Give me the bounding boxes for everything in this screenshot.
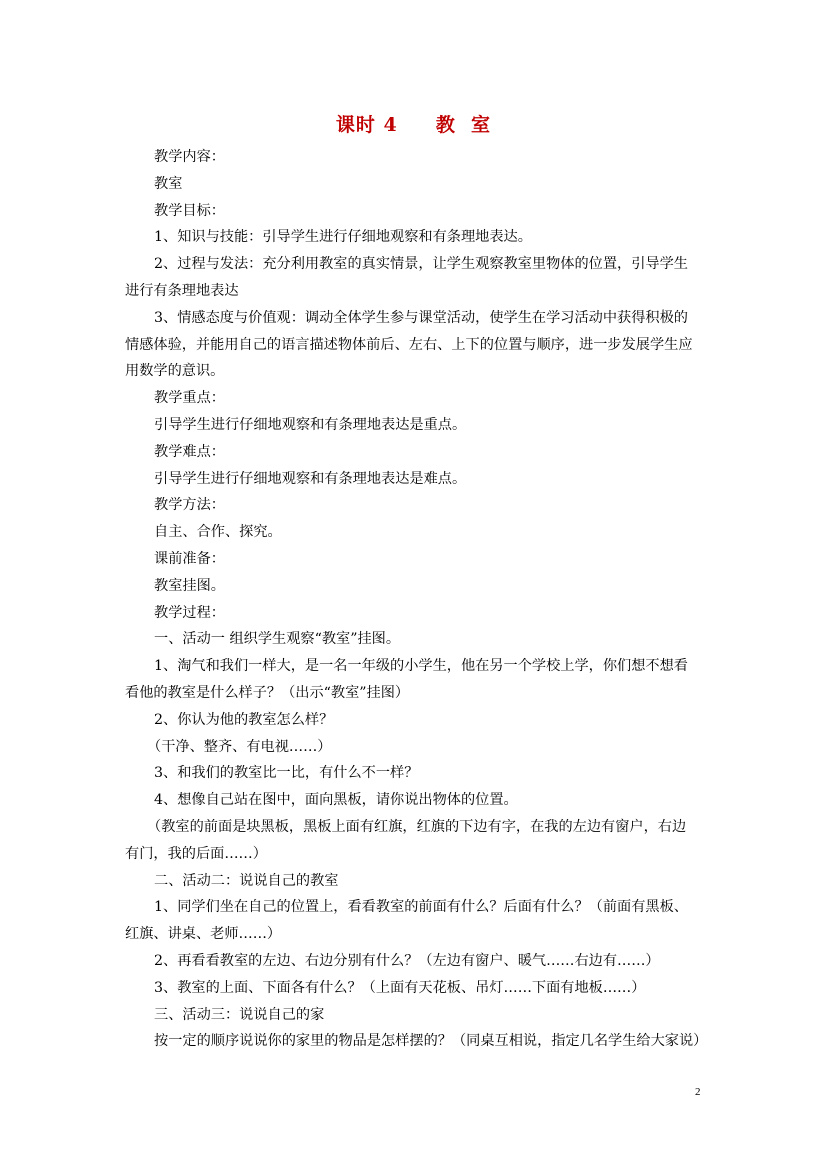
text-line: 2、你认为他的教室怎么样？ <box>154 711 334 728</box>
text-line: （干净、整齐、有电视……） <box>147 738 332 755</box>
text-line: 进行有条理地表达 <box>125 282 239 299</box>
text-line: 自主、合作、探究。 <box>154 524 282 541</box>
text-line: 一、活动一 组织学生观察“教室”挂图。 <box>154 631 401 648</box>
text-line: 3、情感态度与价值观：调动全体学生参与课堂活动，使学生在学习活动中获得积极的 <box>154 309 688 326</box>
text-line: 三、活动三：说说自己的家 <box>154 1006 325 1023</box>
text-line: 教学过程： <box>154 604 225 621</box>
text-line: 2、再看看教室的左边、右边分别有什么？（左边有窗户、暖气……右边有……） <box>154 952 660 969</box>
text-line: 1、同学们坐在自己的位置上，看看教室的前面有什么？后面有什么？（前面有黑板、 <box>154 899 688 916</box>
text-line: 3、和我们的教室比一比，有什么不一样？ <box>154 765 419 782</box>
text-line: 课前准备： <box>154 550 225 567</box>
text-line: 教室 <box>154 175 183 192</box>
text-line: 红旗、讲桌、老师……） <box>125 926 282 943</box>
text-line: 教室挂图。 <box>154 577 225 594</box>
text-line: 教学方法： <box>154 497 225 514</box>
text-line: 引导学生进行仔细地观察和有条理地表达是难点。 <box>154 470 467 487</box>
text-line: 按一定的顺序说说你的家里的物品是怎样摆的？（同桌互相说，指定几名学生给大家说） <box>154 1033 708 1050</box>
page-number: 2 <box>695 1086 701 1098</box>
text-line: 1、淘气和我们一样大，是一名一年级的小学生，他在另一个学校上学，你们想不想看 <box>154 658 688 675</box>
text-line: 3、教室的上面、下面各有什么？（上面有天花板、吊灯……下面有地板……） <box>154 979 646 996</box>
text-line: 看他的教室是什么样子？（出示“教室”挂图） <box>125 684 410 701</box>
text-line: 教学重点： <box>154 390 225 407</box>
text-line: （教室的前面是块黑板，黑板上面有红旗，红旗的下边有字，在我的左边有窗户，右边 <box>147 818 687 835</box>
lesson-title: 课时 4 教 室 <box>335 114 492 136</box>
text-line: 教学内容： <box>154 149 225 165</box>
text-line: 4、想像自己站在图中，面向黑板，请你说出物体的位置。 <box>154 792 518 809</box>
text-line: 用数学的意识。 <box>125 363 225 380</box>
text-line: 引导学生进行仔细地观察和有条理地表达是重点。 <box>154 416 467 433</box>
text-line: 有门，我的后面……） <box>125 845 267 862</box>
document-body <box>125 144 707 1055</box>
text-line: 教学目标： <box>154 202 225 219</box>
text-line: 2、过程与发法：充分利用教室的真实情景，让学生观察教室里物体的位置，引导学生 <box>154 256 688 273</box>
text-line: 1、知识与技能：引导学生进行仔细地观察和有条理地表达。 <box>154 229 532 246</box>
text-line: 二、活动二：说说自己的教室 <box>154 872 339 889</box>
text-line: 情感体验，并能用自己的语言描述物体前后、左右、上下的位置与顺序，进一步发展学生应 <box>125 336 693 353</box>
text-line: 教学难点： <box>154 443 225 460</box>
